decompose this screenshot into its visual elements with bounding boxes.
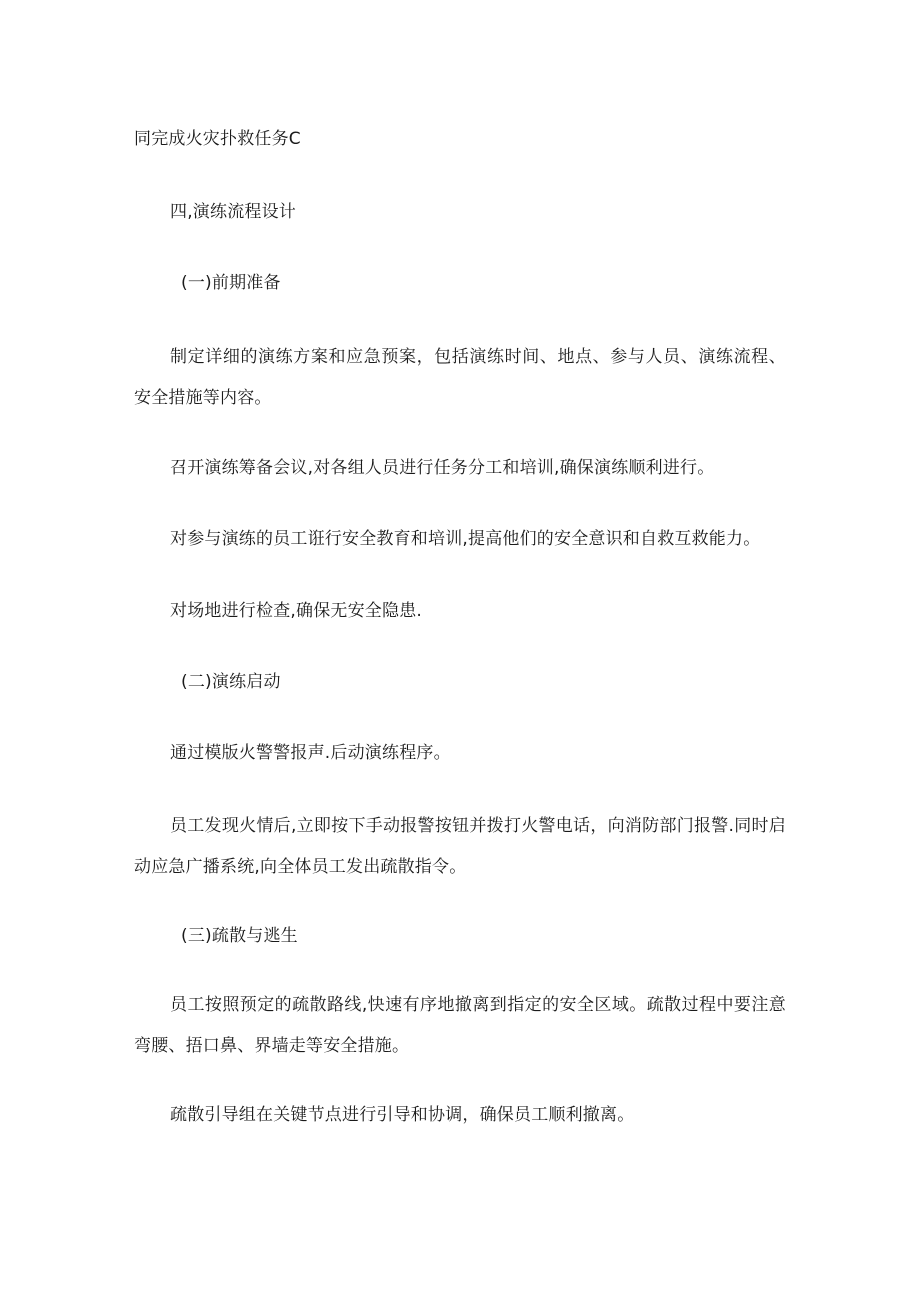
section-heading: 四,演练流程设计 [170,202,297,222]
paragraph-alarm: 通过模版火警警报声.后动演练程序。 [170,743,451,763]
paragraph-training: 对参与演练的员工诳行安全教育和培训,提高他们的安全意识和自救互救能力。 [170,529,761,549]
paragraph-evacuation: 员工按照预定的疏散路线,快速有序地撤离到指定的安全区域。疏散过程中要注意弯腰、捂口鼻、界墙走等安全措施。 [134,995,786,1056]
paragraph-meeting: 召开演练筹备会议,对各组人员进行任务分工和培训,确保演练顺利进行。 [170,458,715,478]
paragraph-guidance: 疏散引导组在关键节点进行引导和协调，确保员工顺利撤离。 [170,1105,635,1125]
continued-text: 同完成火灾扑救任务C [134,129,301,149]
paragraph-report: 员工发现火情后,立即按下手动报警按钮并拨打火警电话，向消防部门报警.同时启动应急广播系统,向全体员工发出疏散指令。 [134,816,786,877]
paragraph-plan: 制定详细的演练方案和应急预案，包括演练时间、地点、参与人员、演练流程、安全措施等内容。 [134,347,786,408]
subsection-heading-1: (一)前期准备 [181,273,281,293]
subsection-heading-2: (二)演练启动 [181,672,281,692]
subsection-heading-3: (三)疏散与逃生 [181,926,298,946]
paragraph-inspection: 对场地进行检查,确保无安全隐患. [170,601,423,621]
